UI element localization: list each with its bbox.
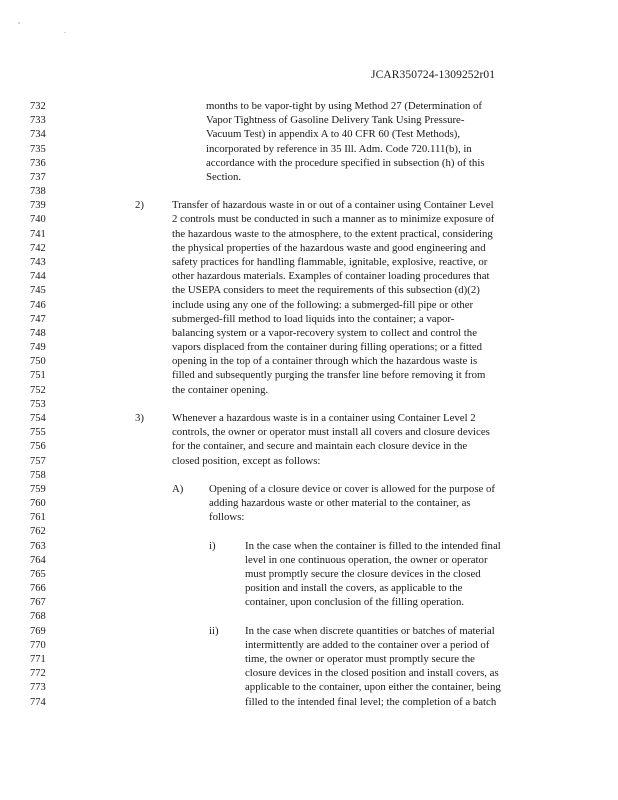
text-line: applicable to the container, upon either the container, being	[245, 681, 501, 693]
line-number: 769	[30, 626, 46, 637]
text-line: 2 controls must be conducted in such a manner as to minimize exposure of	[172, 213, 495, 225]
text-line: include using any one of the following: a submerged-fill pipe or other	[172, 299, 474, 311]
text-line: Vapor Tightness of Gasoline Delivery Tank Using Pressure-	[206, 114, 465, 126]
text-line: follows:	[209, 511, 245, 523]
text-line: the container opening.	[172, 384, 269, 396]
text-line: opening in the top of a container through which the hazardous waste is	[172, 355, 478, 367]
line-number: 749	[30, 342, 46, 353]
line-number: 759	[30, 484, 46, 495]
line-number: 765	[30, 569, 46, 580]
text-line: container, upon conclusion of the filling operation.	[245, 596, 465, 608]
text-line: closed position, except as follows:	[172, 455, 321, 467]
text-line: balancing system or a vapor-recovery system to collect and control the	[172, 327, 477, 339]
subsection-label: 3)	[135, 412, 144, 424]
subsection-label: 2)	[135, 199, 144, 211]
line-number: 762	[30, 526, 46, 537]
subsection-label: ii)	[209, 625, 219, 637]
line-number: 737	[30, 172, 46, 183]
line-number: 772	[30, 668, 46, 679]
line-number: 748	[30, 328, 46, 339]
line-number: 753	[30, 399, 46, 410]
text-line: filled to the intended final level; the completion of a batch	[245, 696, 497, 708]
line-number: 738	[30, 186, 46, 197]
text-line: adding hazardous waste or other material to the container, as	[209, 497, 471, 509]
line-number: 732	[30, 101, 46, 112]
line-number: 761	[30, 512, 46, 523]
document-id: JCAR350724-1309252r01	[371, 69, 496, 81]
line-number: 747	[30, 314, 46, 325]
line-number: 754	[30, 413, 46, 424]
line-number: 767	[30, 597, 46, 608]
scan-speck	[18, 22, 20, 24]
line-number: 763	[30, 541, 46, 552]
text-line: position and install the covers, as applicable to the	[245, 582, 463, 594]
line-number: 768	[30, 611, 46, 622]
line-number: 736	[30, 158, 46, 169]
text-line: time, the owner or operator must promptly secure the	[245, 653, 475, 665]
text-line: incorporated by reference in 35 Ill. Adm. Code 720.111(b), in	[206, 143, 472, 155]
text-line: intermittently are added to the container over a period of	[245, 639, 490, 651]
line-number: 773	[30, 682, 46, 693]
line-number: 743	[30, 257, 46, 268]
line-number: 756	[30, 441, 46, 452]
line-number: 770	[30, 640, 46, 651]
line-number: 771	[30, 654, 46, 665]
text-line: Transfer of hazardous waste in or out of a container using Container Level	[172, 199, 494, 211]
line-number: 750	[30, 356, 46, 367]
text-line: Vacuum Test) in appendix A to 40 CFR 60 (Test Methods),	[206, 128, 461, 140]
scan-speck	[64, 32, 66, 33]
text-line: must promptly secure the closure devices in the closed	[245, 568, 481, 580]
line-number: 744	[30, 271, 46, 282]
line-number: 733	[30, 115, 46, 126]
subsection-label: i)	[209, 540, 216, 552]
text-line: level in one continuous operation, the owner or operator	[245, 554, 488, 566]
text-line: Whenever a hazardous waste is in a container using Container Level 2	[172, 412, 476, 424]
text-line: controls, the owner or operator must install all covers and closure devices	[172, 426, 490, 438]
text-line: Opening of a closure device or cover is allowed for the purpose of	[209, 483, 496, 495]
line-number: 741	[30, 229, 46, 240]
text-line: the physical properties of the hazardous waste and good engineering and	[172, 242, 486, 254]
text-line: In the case when discrete quantities or batches of material	[245, 625, 495, 637]
text-line: the USEPA considers to meet the requirements of this subsection (d)(2)	[172, 284, 480, 296]
text-line: filled and subsequently purging the transfer line before removing it from	[172, 369, 486, 381]
text-line: In the case when the container is filled to the intended final	[245, 540, 501, 552]
line-number: 766	[30, 583, 46, 594]
text-line: the hazardous waste to the atmosphere, to the extent practical, considering	[172, 228, 493, 240]
line-number: 764	[30, 555, 46, 566]
text-line: safety practices for handling flammable, ignitable, explosive, reactive, or	[172, 256, 488, 268]
line-number: 742	[30, 243, 46, 254]
line-number: 739	[30, 200, 46, 211]
line-number: 758	[30, 470, 46, 481]
line-number: 757	[30, 456, 46, 467]
text-line: Section.	[206, 171, 242, 183]
subsection-label: A)	[172, 483, 184, 495]
line-number: 755	[30, 427, 46, 438]
line-number: 774	[30, 697, 46, 708]
line-number: 760	[30, 498, 46, 509]
line-number: 746	[30, 300, 46, 311]
line-number: 752	[30, 385, 46, 396]
text-line: for the container, and secure and maintain each closure device in the	[172, 440, 468, 452]
line-number: 745	[30, 285, 46, 296]
text-line: submerged-fill method to load liquids into the container; a vapor-	[172, 313, 455, 325]
line-number: 735	[30, 144, 46, 155]
line-number: 734	[30, 129, 46, 140]
text-line: months to be vapor-tight by using Method 27 (Determination of	[206, 100, 482, 112]
line-number: 740	[30, 214, 46, 225]
text-line: accordance with the procedure specified in subsection (h) of this	[206, 157, 485, 169]
text-line: other hazardous materials. Examples of container loading procedures that	[172, 270, 490, 282]
text-line: vapors displaced from the container during filling operations; or a fitted	[172, 341, 483, 353]
text-line: closure devices in the closed position and install covers, as	[245, 667, 499, 679]
line-number: 751	[30, 370, 46, 381]
